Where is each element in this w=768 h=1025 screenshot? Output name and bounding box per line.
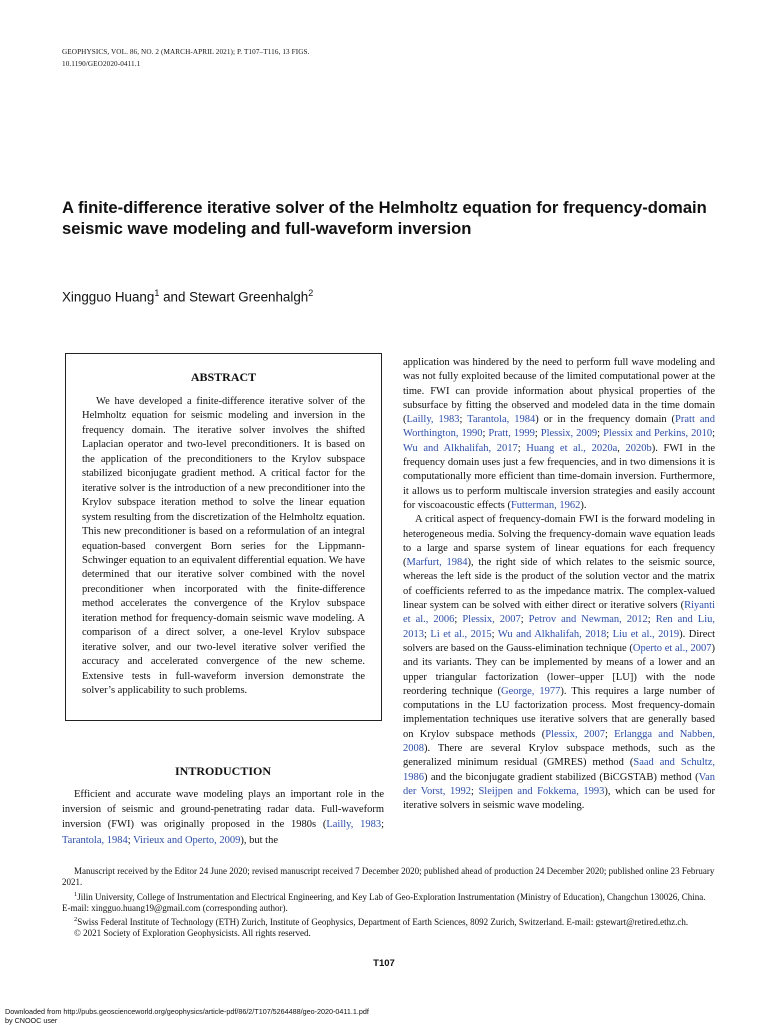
- abstract-heading: ABSTRACT: [65, 370, 382, 385]
- body-text: A critical aspect of frequency-domain FWI is the forward modeling in heterogeneous media. Solving the frequency-domain wave equation leads to a large and sparse system of linear equations for each frequency (: [403, 514, 715, 568]
- citation-link[interactable]: Marfurt, 1984: [407, 557, 468, 568]
- citation-link[interactable]: Wu and Alkhalifah, 2018: [498, 629, 606, 640]
- article-title: A finite-difference iterative solver of the Helmholtz equation for frequency-domain seismic wave modeling and full-waveform inversion: [62, 197, 722, 239]
- page-number: T107: [0, 958, 768, 969]
- body-text: ;: [459, 414, 467, 425]
- abstract-paragraph: We have developed a finite-difference iterative solver of the Helmholtz equation for seismic modeling and inversion in the frequency domain. The iterative solver involves the shifted Laplacian operator and two-level preconditioners. It is based on the application of the preconditioners to the Krylov subspace stabilized biconjugate gradient method. A critical factor for the iterative solver is the introduction of a new preconditioner into the Krylov subspace iteration method to solve the linear equation system resulting from the discretization of the Helmholtz equation. This new preconditioner is based on a reformulation of an integral equation-based convergent Born series for the Lippmann-Schwinger equation to an equivalent differential equation. We have determined that our iterative solver combined with the novel preconditioner when incorporated with the finite-difference method accelerates the convergence of the Krylov subspace iteration method for frequency-domain seismic wave modeling. A comparison of a direct solver, a one-level Krylov subspace iterative solver, and our two-level iterative solver verified the accuracy and accelerated convergence of the new scheme. Extensive tests in full-waveform inversion demonstrate the solver’s applicability to such problems.: [82, 395, 365, 699]
- citation-link[interactable]: Wu and Alkhalifah, 2017: [403, 443, 518, 454]
- citation-link[interactable]: Van der Vorst, 1992: [403, 772, 715, 797]
- author-line: [62, 288, 313, 304]
- author-1-mark: 1: [154, 288, 159, 298]
- body-text: Efficient and accurate wave modeling plays an important role in the inversion of seismic and ground-penetrating radar data. Full-waveform inversion (FWI) was originally proposed in the 1980s (: [62, 789, 384, 830]
- body-text: ;: [492, 629, 498, 640]
- author-separator: and: [159, 289, 189, 304]
- body-text: application was hindered by the need to perform full wave modeling and was not fully exploited because of the limited computational power at the time. FWI can provide information about physical properties of the subsurface by fitting the observed and modeled data in the time domain (: [403, 357, 715, 425]
- citation-link[interactable]: Pratt and Worthington, 1990: [403, 414, 715, 439]
- body-text: ). There are several Krylov subspace methods, such as the generalized minimum residual (GMRES) method (: [403, 743, 715, 768]
- doi: 10.1190/GEO2020-0411.1: [62, 58, 310, 70]
- citation-link[interactable]: 2020b: [626, 443, 652, 454]
- download-notice: [5, 1008, 369, 1025]
- introduction-body: [62, 787, 384, 848]
- citation-link[interactable]: Tarantola, 1984: [62, 835, 128, 846]
- citation-link[interactable]: Petrov and Newman, 2012: [529, 614, 648, 625]
- body-text: ). This requires a large number of computations in the LU factorization process. Most frequency-domain implementation techniques use iterative solvers that are generally based on Krylov subspace methods (: [403, 686, 715, 740]
- citation-link[interactable]: Erlangga and Nabben, 2008: [403, 729, 715, 754]
- citation-link[interactable]: Plessix, 2007: [462, 614, 520, 625]
- footnote-2-text: Swiss Federal Institute of Technology (ETH) Zurich, Institute of Geophysics, Department of Earth Sciences, 8092 Zurich, Switzerland. E-mail: gstewart@retired.ethz.ch.: [77, 917, 688, 927]
- citation-link[interactable]: Lailly, 1983: [326, 819, 381, 830]
- author-2: Stewart Greenhalgh: [189, 289, 308, 304]
- body-text: ;: [712, 428, 715, 439]
- body-text: ), which can be used for iterative solvers in seismic wave modeling.: [403, 786, 715, 811]
- body-text: ,: [617, 443, 625, 454]
- body-text: ;: [535, 428, 541, 439]
- body-text: ), but the: [240, 835, 278, 846]
- citation-link[interactable]: Plessix, 2007: [545, 729, 605, 740]
- citation-link[interactable]: Lailly, 1983: [407, 414, 460, 425]
- footnote-2-mark: 2: [74, 916, 77, 923]
- citation-link[interactable]: Pratt, 1999: [488, 428, 534, 439]
- citation-link[interactable]: Li et al., 2015: [430, 629, 491, 640]
- right-paragraph-2: [403, 513, 715, 813]
- citation-link[interactable]: Saad and Schultz, 1986: [403, 757, 715, 782]
- introduction-paragraph-1: [62, 787, 384, 848]
- citation-link[interactable]: Liu et al., 2019: [613, 629, 679, 640]
- footnotes: [62, 866, 715, 940]
- journal-line: GEOPHYSICS, VOL. 86, NO. 2 (MARCH-APRIL 2021); P. T107–T116, 13 FIGS.: [62, 46, 310, 58]
- body-text: ;: [606, 629, 612, 640]
- body-text: ;: [482, 428, 488, 439]
- body-text: ) or in the frequency domain (: [535, 414, 675, 425]
- citation-link[interactable]: Riyanti et al., 2006: [403, 600, 715, 625]
- download-url-line[interactable]: Downloaded from http://pubs.geoscienceworld.org/geophysics/article-pdf/86/2/T107/5264488/geo-2020-0411.1.pdf: [5, 1008, 369, 1017]
- body-text: ;: [597, 428, 603, 439]
- body-text: ;: [128, 835, 133, 846]
- body-text: ;: [648, 614, 656, 625]
- journal-header: [62, 46, 310, 70]
- body-text: ). FWI in the frequency domain uses just a few frequencies, and in two dimensions it is computationally more efficient than time-domain inversion. Furthermore, it allows us to perform multiscale inversion strategies and easily account for viscoacoustic effects (: [403, 443, 715, 511]
- citation-link[interactable]: Huang et al., 2020a: [526, 443, 617, 454]
- copyright: © 2021 Society of Exploration Geophysicists. All rights reserved.: [62, 928, 715, 939]
- footnote-1-mark: 1: [74, 891, 77, 898]
- body-text: ).: [580, 500, 586, 511]
- citation-link[interactable]: Futterman, 1962: [511, 500, 580, 511]
- body-text: ), the right side of which relates to the seismic source, whereas the left side is the product of the solution vector and the matrix of coefficients referred to as the impedance matrix. The complex-valued linear system can be solved with either direct or iterative solvers (: [403, 557, 715, 611]
- body-text: ;: [471, 786, 478, 797]
- citation-link[interactable]: Operto et al., 2007: [633, 643, 712, 654]
- author-1: Xingguo Huang: [62, 289, 154, 304]
- footnote-1: [62, 889, 715, 915]
- body-text: ;: [605, 729, 614, 740]
- introduction-heading: INTRODUCTION: [62, 764, 384, 779]
- body-text: ;: [518, 443, 527, 454]
- footnote-2: [62, 914, 715, 928]
- right-column-body: [403, 356, 715, 814]
- body-text: ). Direct solvers are based on the Gauss-elimination technique (: [403, 629, 715, 654]
- footnote-1-text: Jilin University, College of Instrumentation and Electrical Engineering, and Key Lab of Geo-Exploration Instrumentation (Ministry of Education), Changchun 130026, China. E-mail: xingguo.huang19@gmail.com (corresponding author).: [62, 892, 706, 913]
- manuscript-received: Manuscript received by the Editor 24 June 2020; revised manuscript received 7 December 2020; published ahead of production 24 December 2020; published online 23 February 2021.: [62, 866, 715, 889]
- citation-link[interactable]: Plessix and Perkins, 2010: [603, 428, 712, 439]
- author-2-mark: 2: [308, 288, 313, 298]
- citation-link[interactable]: George, 1977: [501, 686, 560, 697]
- citation-link[interactable]: Ren and Liu, 2013: [403, 614, 715, 639]
- citation-link[interactable]: Tarantola, 1984: [467, 414, 535, 425]
- citation-link[interactable]: Virieux and Operto, 2009: [133, 835, 240, 846]
- abstract-body: [82, 395, 365, 699]
- citation-link[interactable]: Plessix, 2009: [541, 428, 597, 439]
- body-text: ;: [521, 614, 529, 625]
- download-user-line: by CNOOC user: [5, 1017, 369, 1025]
- body-text: ) and the biconjugate gradient stabilized (BiCGSTAB) method (: [424, 772, 699, 783]
- body-text: ) and its variants. They can be implemented by means of a lower and an upper triangular factorization (lower–upper [LU]) with the node reordering technique (: [403, 643, 715, 697]
- citation-link[interactable]: Sleijpen and Fokkema, 1993: [478, 786, 604, 797]
- body-text: ;: [381, 819, 384, 830]
- body-text: ;: [424, 629, 430, 640]
- body-text: ;: [454, 614, 462, 625]
- right-paragraph-1: [403, 356, 715, 513]
